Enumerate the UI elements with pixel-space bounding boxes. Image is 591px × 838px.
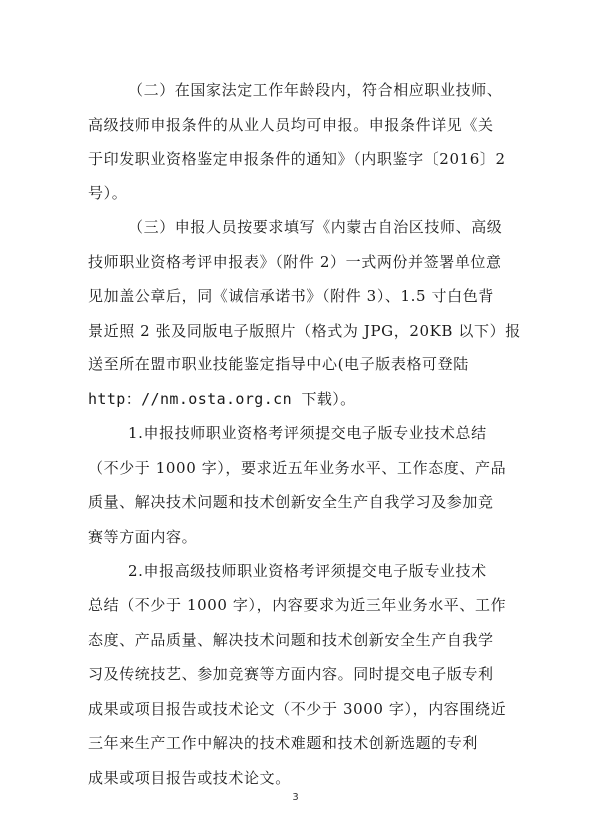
paragraph-2-line-1: （二）在国家法定工作年龄段内，符合相应职业技师、 xyxy=(128,81,503,99)
paragraph-3-line-5: 送至所在盟市职业技能鉴定指导中心(电子版表格可登陆 xyxy=(88,355,469,374)
item-2-line-2: 总结（不少于 1000 字），内容要求为近三年业务水平、工作 xyxy=(88,596,507,615)
paragraph-3-line-1: （三）申报人员按要求填写《内蒙古自治区技师、高级 xyxy=(128,218,503,237)
paragraph-3-line-3: 见加盖公章后，同《诚信承诺书》（附件 3）、1.5 寸白色背 xyxy=(88,287,494,306)
paragraph-2-line-3: 于印发职业资格鉴定申报条件的通知》（内职鉴字〔2016〕2 xyxy=(88,150,506,168)
item-2-line-5: 成果或项目报告或技术论文（不少于 3000 字），内容围绕近 xyxy=(88,699,507,718)
item-2-line-3: 态度、产品质量、解决技术问题和技术创新安全生产自我学 xyxy=(88,630,494,649)
item-2-line-1: 2.申报高级技师职业资格考评须提交电子版专业技术 xyxy=(128,561,487,580)
page-number: 3 xyxy=(292,792,299,803)
paragraph-3-line-2: 技师职业资格考评申报表》（附件 2）一式两份并签署单位意 xyxy=(88,252,502,271)
paragraph-3-line-6-url: http：//nm.osta.org.cn 下载）。 xyxy=(88,389,356,408)
item-1-line-2: （不少于 1000 字），要求近五年业务水平、工作态度、产品 xyxy=(88,458,507,477)
paragraph-2-line-4: 号）。 xyxy=(88,183,128,202)
item-1-line-3: 质量、解决技术问题和技术创新安全生产自我学习及参加竞 xyxy=(88,493,494,512)
item-2-line-7: 成果或项目报告或技术论文。 xyxy=(88,768,291,787)
item-2-line-4: 习及传统技艺、参加竞赛等方面内容。同时提交电子版专利 xyxy=(88,665,494,684)
item-1-line-4: 赛等方面内容。 xyxy=(88,527,198,546)
item-2-line-6: 三年来生产工作中解决的技术难题和技术创新选题的专利 xyxy=(88,734,479,753)
item-1-line-1: 1.申报技师职业资格考评须提交电子版专业技术总结 xyxy=(128,424,487,443)
paragraph-2-line-2: 高级技师申报条件的从业人员均可申报。申报条件详见《关 xyxy=(88,115,494,134)
paragraph-3-line-4: 景近照 2 张及同版电子版照片（格式为 JPG，20KB 以下）报 xyxy=(88,321,521,340)
